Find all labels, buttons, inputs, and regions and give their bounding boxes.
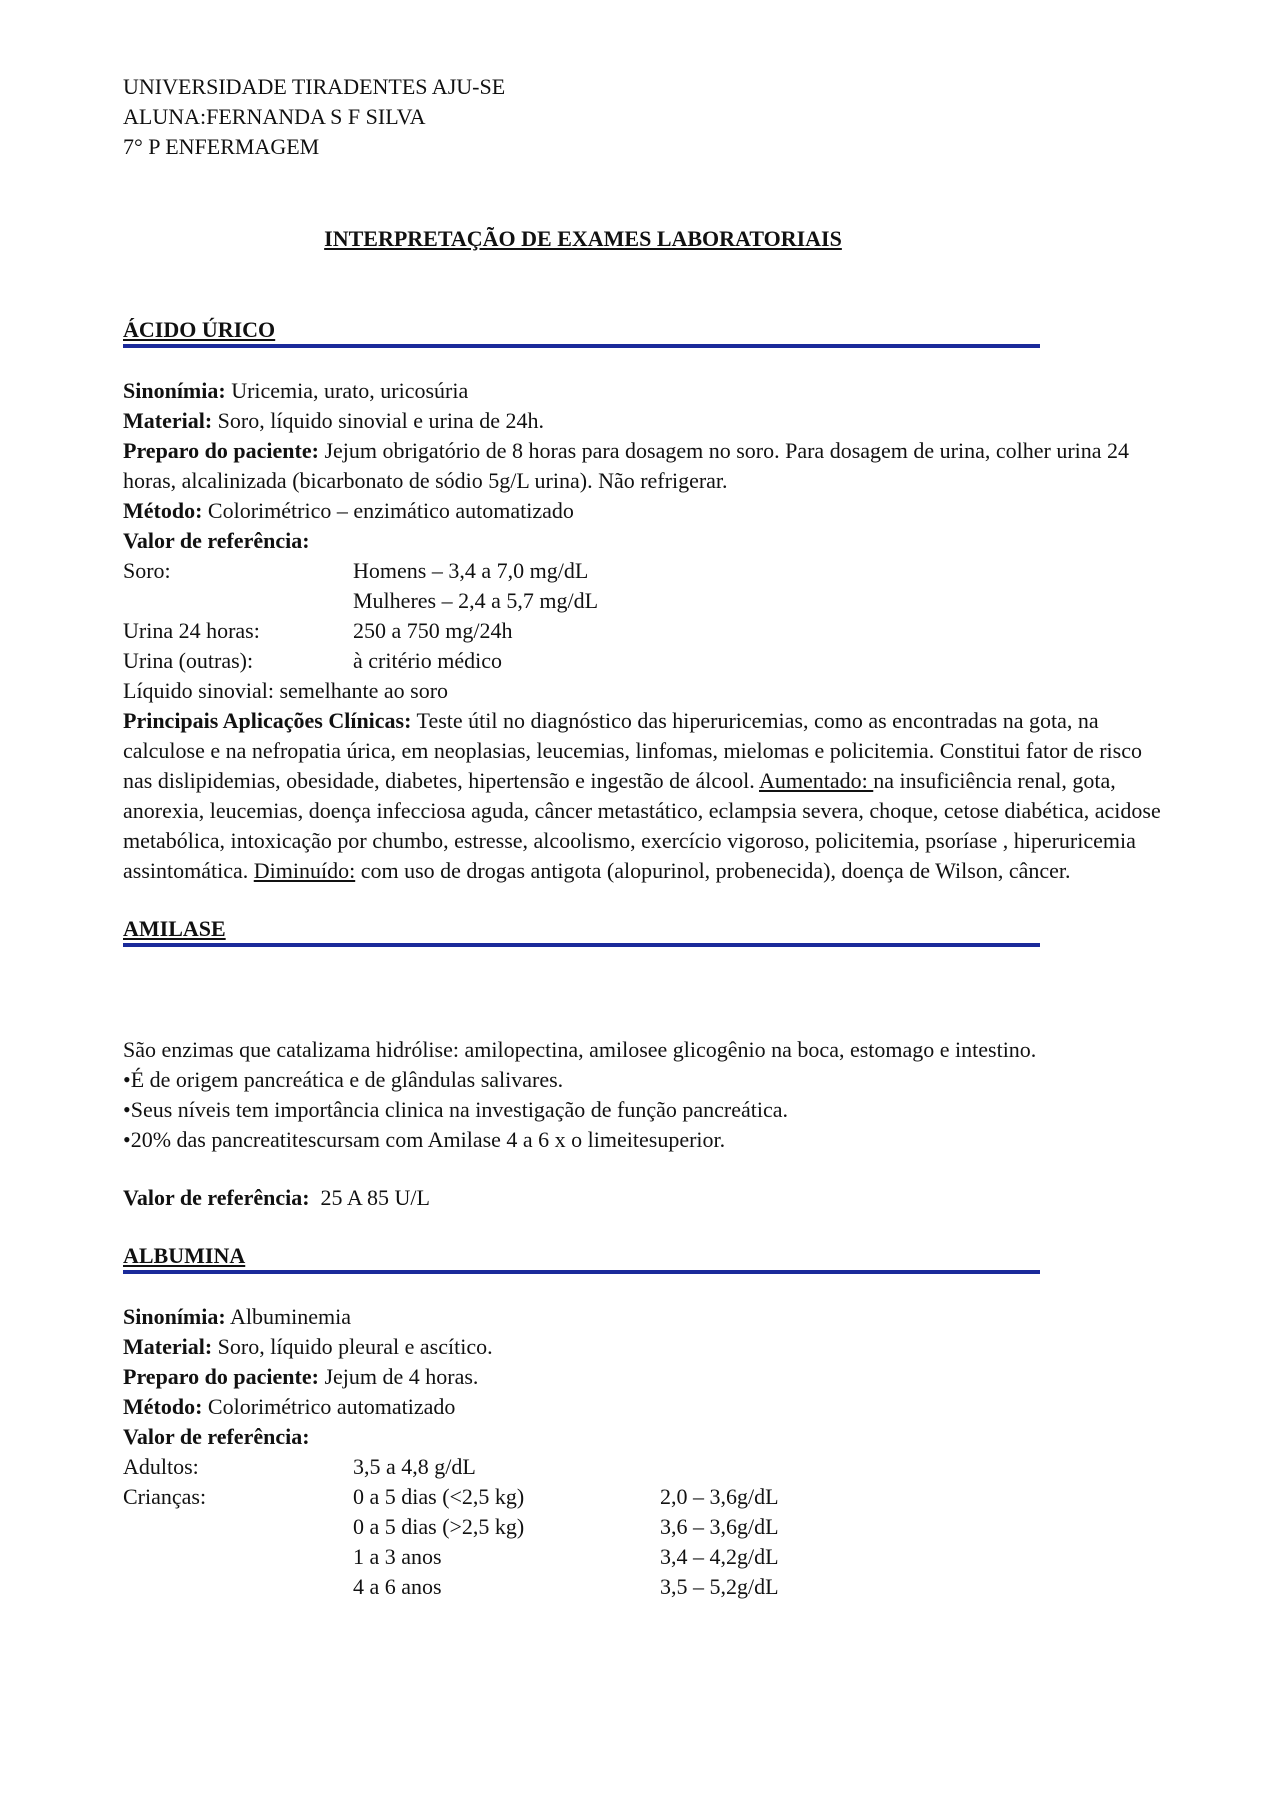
alb-adultos-value: 3,5 a 4,8 g/dL — [353, 1454, 476, 1479]
aplicacoes-label: Principais Aplicações Clínicas: — [123, 708, 412, 733]
metodo-label: Método: — [123, 498, 203, 523]
diminuido-text: com uso de drogas antigota (alopurinol, probenecida), doença de Wilson, câncer. — [355, 858, 1071, 883]
section-acido-urico — [123, 376, 1173, 886]
alb-row-criancas-3 — [123, 1572, 1173, 1602]
alb-metodo-value: Colorimétrico automatizado — [202, 1394, 456, 1419]
alb-row-adultos — [123, 1452, 1173, 1482]
ref-row-urina-outras — [123, 646, 1173, 676]
alb-material-value: Soro, líquido pleural e ascítico. — [212, 1334, 493, 1359]
document-header — [123, 72, 1173, 162]
alb-metodo-label: Método: — [123, 1394, 203, 1419]
course-line: 7° P ENFERMAGEM — [123, 134, 320, 159]
page-title: INTERPRETAÇÃO DE EXAMES LABORATORIAIS — [324, 226, 842, 251]
ref-urina24-label: Urina 24 horas: — [123, 618, 260, 643]
sinonimia-label: Sinonímia: — [123, 378, 226, 403]
ref-sinovial: Líquido sinovial: semelhante ao soro — [123, 678, 449, 703]
aumentado-label: Aumentado: — [759, 768, 874, 793]
amilase-ref-value: 25 A 85 U/L — [309, 1185, 430, 1210]
alb-row-criancas-1 — [123, 1512, 1173, 1542]
alb-row-criancas-2 — [123, 1542, 1173, 1572]
aplicacoes-text: Teste útil no diagnóstico das hiperuricemias, como as encontradas na gota, na calculose e na nefropatia úrica, em neoplasias, leucemias, linfomas, mielomas e policitemia. Constitui fator de risco nas dislipidemias, obesidade, diabetes, hipertensão e ingestão de álcool. — [123, 708, 1142, 793]
student-line: ALUNA:FERNANDA S F SILVA — [123, 104, 426, 129]
alb-row-criancas-0 — [123, 1482, 1173, 1512]
amilase-bullet-2: •Seus níveis tem importância clinica na investigação de função pancreática. — [123, 1097, 788, 1122]
amilase-bullet-1: •É de origem pancreática e de glândulas salivares. — [123, 1067, 564, 1092]
section-heading-albumina: ALBUMINA — [123, 1241, 1040, 1274]
ref-soro-homens: Homens – 3,4 a 7,0 mg/dL — [353, 558, 589, 583]
material-value: Soro, líquido sinovial e urina de 24h. — [212, 408, 544, 433]
amilase-ref-label: Valor de referência: — [123, 1185, 310, 1210]
aplicacoes-paragraph — [123, 706, 1168, 886]
material-label: Material: — [123, 408, 213, 433]
section-heading-amilase: AMILASE — [123, 914, 1040, 947]
alb-value: 3,4 – 4,2g/dL — [660, 1544, 779, 1569]
ref-urina-outras-label: Urina (outras): — [123, 648, 254, 673]
ref-row-soro — [123, 556, 1173, 586]
ref-row-soro-mulheres — [123, 586, 1173, 616]
amilase-bullet-3: •20% das pancreatitescursam com Amilase 4 a 6 x o limeitesuperior. — [123, 1127, 726, 1152]
document-page — [123, 72, 1173, 1602]
preparo-value: Jejum obrigatório de 8 horas para dosagem no soro. Para dosagem de urina, colher urina 24 horas, alcalinizada (bicarbonato de sódio 5g/L urina). Não refrigerar. — [123, 438, 1130, 493]
alb-adultos-label: Adultos: — [123, 1454, 199, 1479]
alb-preparo-label: Preparo do paciente: — [123, 1364, 319, 1389]
ref-soro-mulheres: Mulheres – 2,4 a 5,7 mg/dL — [353, 588, 599, 613]
section-albumina — [123, 1302, 1173, 1602]
sinonimia-value: Uricemia, urato, uricosúria — [225, 378, 469, 403]
amilase-intro: São enzimas que catalizama hidrólise: amilopectina, amilosee glicogênio na boca, estomago e intestino. — [123, 1037, 1037, 1062]
alb-value: 3,6 – 3,6g/dL — [660, 1514, 779, 1539]
university-line: UNIVERSIDADE TIRADENTES AJU-SE — [123, 74, 506, 99]
ref-urina24-value: 250 a 750 mg/24h — [353, 618, 513, 643]
ref-soro-label: Soro: — [123, 558, 171, 583]
section-amilase — [123, 1035, 1173, 1213]
alb-value: 3,5 – 5,2g/dL — [660, 1574, 779, 1599]
ref-row-urina24 — [123, 616, 1173, 646]
alb-value: 2,0 – 3,6g/dL — [660, 1484, 779, 1509]
alb-preparo-value: Jejum de 4 horas. — [318, 1364, 479, 1389]
alb-age: 4 a 6 anos — [353, 1574, 442, 1599]
alb-age: 1 a 3 anos — [353, 1544, 442, 1569]
diminuido-label: Diminuído: — [253, 858, 356, 883]
alb-material-label: Material: — [123, 1334, 213, 1359]
preparo-label: Preparo do paciente: — [123, 438, 319, 463]
ref-urina-outras-value: à critério médico — [353, 648, 503, 673]
ref-label: Valor de referência: — [123, 528, 310, 553]
alb-sinonimia-label: Sinonímia: — [123, 1304, 226, 1329]
section-heading-acido-urico: ÁCIDO ÚRICO — [123, 315, 1040, 348]
alb-age: 0 a 5 dias (<2,5 kg) — [353, 1484, 525, 1509]
alb-age: 0 a 5 dias (>2,5 kg) — [353, 1514, 525, 1539]
aumentado-text: na insuficiência renal, gota, anorexia, leucemias, doença infecciosa aguda, câncer metastático, eclampsia severa, choque, cetose diabética, acidose metabólica, intoxicação por chumbo, estresse, alcoolismo, exercício vigoroso, policitemia, psoríase , hiperuricemia assintomática. — [123, 768, 1161, 883]
alb-criancas-label: Crianças: — [123, 1484, 207, 1509]
alb-sinonimia-value: Albuminemia — [225, 1304, 351, 1329]
metodo-value: Colorimétrico – enzimático automatizado — [202, 498, 574, 523]
alb-ref-label: Valor de referência: — [123, 1424, 310, 1449]
